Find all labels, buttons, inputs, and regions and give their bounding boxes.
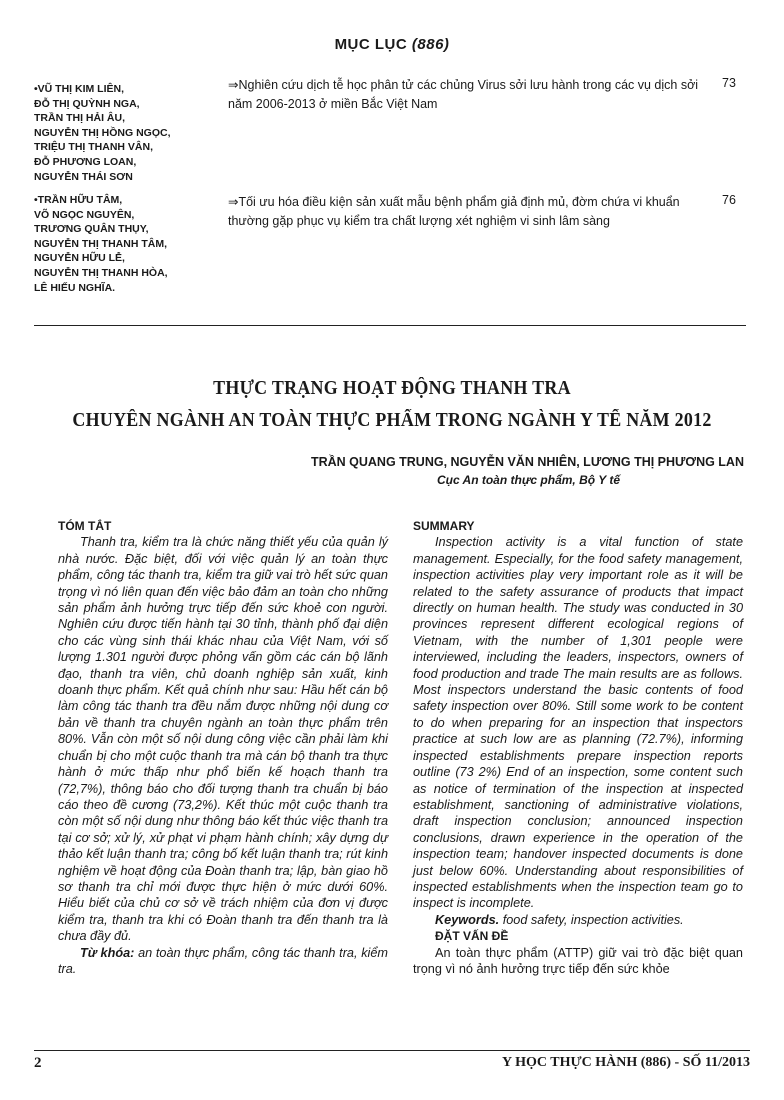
toc-entry-1-authors	[34, 82, 234, 184]
toc-title	[0, 36, 784, 53]
keywords-vi-text: an toàn thực phẩm, công tác thanh tra, kiểm tra.	[58, 945, 389, 976]
toc-author: TRIỆU THỊ THANH VÂN,	[34, 141, 153, 154]
toc-entry-1-page[interactable]: 73	[722, 76, 736, 90]
keywords-vi	[58, 945, 388, 978]
abstract-en-heading: SUMMARY	[413, 519, 475, 533]
toc-author: •VŨ THỊ KIM LIÊN,	[34, 83, 125, 95]
article-title-line-2: CHUYÊN NGÀNH AN TOÀN THỰC PHẨM TRONG NGÀNH Y TẾ NĂM 2012	[72, 410, 712, 431]
toc-divider	[34, 325, 746, 326]
intro-heading: ĐẶT VẤN ĐỀ	[435, 929, 509, 944]
keywords-en-text: food safety, inspection activities.	[502, 912, 684, 927]
keywords-en	[413, 912, 743, 928]
toc-author: ĐỖ PHƯƠNG LOAN,	[34, 155, 137, 168]
page-number: 2	[34, 1055, 42, 1071]
toc-author: TRƯƠNG QUÂN THỤY,	[34, 223, 149, 236]
toc-entry-2-authors	[34, 193, 234, 295]
toc-title-text: MỤC LỤC	[334, 36, 408, 53]
abstract-vi-heading: TÓM TẮT	[58, 519, 112, 533]
article-affiliation: Cục An toàn thực phẩm, Bộ Y tế	[436, 473, 620, 487]
article-title-line-1: THỰC TRẠNG HOẠT ĐỘNG THANH TRA	[213, 378, 571, 399]
toc-author: NGUYỄN THỊ HỒNG NGỌC,	[34, 126, 171, 139]
toc-issue: (886)	[411, 36, 450, 53]
article-authors: TRẦN QUANG TRUNG, NGUYỄN VĂN NHIÊN, LƯƠNG THỊ PHƯƠNG LAN	[310, 455, 744, 469]
toc-author: NGUYỄN THỊ THANH HÒA,	[34, 266, 168, 279]
toc-author: TRẦN THỊ HẢI ÂU,	[34, 112, 125, 125]
journal-footer: Y HỌC THỰC HÀNH (886) - SỐ 11/2013	[502, 1055, 750, 1070]
toc-author: •TRẦN HỮU TÂM,	[34, 194, 123, 206]
toc-author: NGUYỄN HỮU LỄ,	[34, 252, 125, 265]
abstract-en-body: Inspection activity is a vital function of state management. Especially, for the food safety management, inspection activities play very important role as it will be related to the safety assurance of products that impact directly on human health. The study was conducted in 30 provinces represent different ecological regions of Vietnam, with the number of 1,301 people were interviewed, including the leaders, inspectors, owners of food production and trade The main results are as follows. Most inspectors understand the basic contents of food safety inspection over 80%. Still some work to be content to do when preparing for an inspection that inspectors practice at such low are as planning (72.7%), informing inspected establishments prepare inspection reports outline (73 2%) End of an inspection, some content such as notice of termination of the inspection at inspected establishment, sanctioning of administrative violations, draft inspection conclusion; announced inspection conclusions, drawn experience in the operation of the inspection team; handover inspected documents is done just below 60%. Understanding about responsibilities of inspected establishments when the inspection team go to inspect is incomplete.	[413, 535, 743, 911]
abstract-english	[413, 518, 743, 977]
toc-author: ĐỖ THỊ QUỲNH NGA,	[34, 97, 140, 110]
toc-entry-2-description[interactable]: ⇒Tối ưu hóa điều kiện sản xuất mẫu bệnh phẩm giả định mủ, đờm chứa vi khuẩn thường gặp phục vụ kiểm tra chất lượng xét nghiệm vi sinh lâm sàng	[228, 195, 680, 228]
footer-rule	[34, 1050, 750, 1051]
keywords-en-label: Keywords.	[435, 912, 500, 927]
abstract-vietnamese	[58, 518, 388, 977]
toc-entry-1-description[interactable]: ⇒Nghiên cứu dịch tễ học phân tử các chủng Virus sởi lưu hành trong các vụ dịch sởi năm 2006-2013 ở miền Bắc Việt Nam	[228, 78, 699, 111]
toc-author: VÕ NGỌC NGUYÊN,	[34, 208, 135, 221]
abstract-vi-body: Thanh tra, kiểm tra là chức năng thiết yếu của quản lý nhà nước. Đặc biệt, đối với việc quản lý an toàn thực phẩm, công tác thanh tra, kiểm tra giữ vai trò hết sức quan trọng vì nó liên quan đến việc bảo đảm an toàn cho những sản phẩm ảnh hưởng trực tiếp đến sức khoẻ con người. Nghiên cứu được tiến hành tại 30 tỉnh, thành phố đại diện cho các vùng sinh thái khác nhau của Việt Nam, với số lượng 1.301 người được phỏng vấn gồm các cán bộ lãnh đạo, thanh tra viên, chủ doanh nghiệp sản xuất, kinh doanh thực phẩm. Kết quả chính như sau: Hầu hết cán bộ làm công tác thanh tra đều nắm được những nội dung cơ bản về thanh tra chuyên ngành an toàn thực phẩm trên 80%. Vẫn còn một số nội dung công việc cần phải làm khi chuẩn bị cho một cuộc thanh tra mà cán bộ thanh tra thực hành ở mức thấp như phổ biến kế hoạch thanh tra (72,7%), thông báo cho đối tượng thanh tra chuẩn bị báo cáo theo đề cương (73,2%). Kết thúc một cuộc thanh tra còn một số nội dung như thông báo kết thúc việc thanh tra tại cơ sở; xử lý, xử phạt vi phạm hành chính; xây dựng dự thảo kết luận thanh tra; công bố kết luận thanh tra; rút kinh nghiệm về hoạt động của Đoàn thanh tra; lập, bàn giao hồ sơ thanh tra chỉ mới được thực hiện ở mức dưới 60%. Hiểu biết của chủ cơ sở về trách nhiệm của đơn vị được kiểm tra, thanh tra khi có Đoàn thanh tra đến thanh tra là chưa đầy đủ.	[58, 535, 388, 944]
toc-author: NGUYỄN THÁI SƠN	[34, 170, 133, 183]
toc-author: NGUYỄN THỊ THANH TÂM,	[34, 237, 167, 250]
intro-body: An toàn thực phẩm (ATTP) giữ vai trò đặc biệt quan trọng vì nó ảnh hưởng trực tiếp đến sức khỏe	[413, 945, 743, 976]
keywords-vi-label: Từ khóa:	[80, 945, 135, 960]
toc-entry-2-page[interactable]: 76	[722, 193, 736, 207]
toc-author: LÊ HIẾU NGHĨA.	[34, 281, 116, 294]
